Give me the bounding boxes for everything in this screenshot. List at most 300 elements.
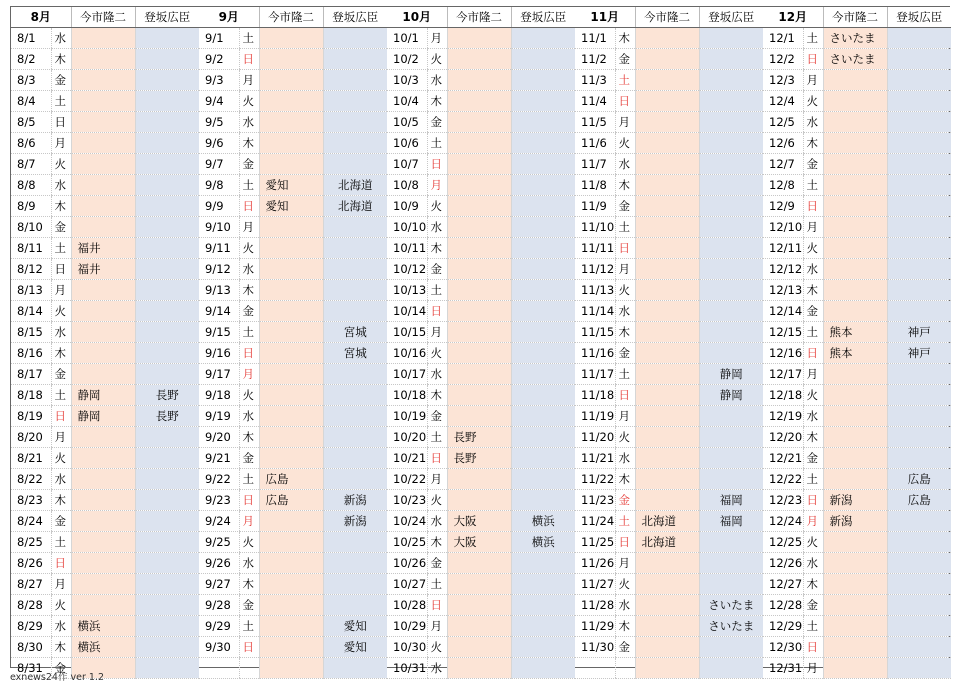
day-row (11, 364, 199, 385)
person1-venue-cell (635, 469, 699, 490)
date-cell: 10/22 (387, 469, 427, 490)
day-row (199, 133, 387, 154)
weekday-cell: 木 (51, 343, 71, 364)
person1-venue-cell (823, 448, 887, 469)
day-row (387, 490, 575, 511)
schedule-grid (10, 6, 950, 676)
person2-venue-cell (699, 259, 763, 280)
day-row (11, 574, 199, 595)
day-row (387, 91, 575, 112)
person1-venue-cell (447, 28, 511, 49)
weekday-cell: 金 (615, 49, 635, 70)
person1-venue-cell (823, 154, 887, 175)
day-row (575, 133, 763, 154)
person1-venue-cell (259, 154, 323, 175)
day-row (11, 259, 199, 280)
weekday-cell: 土 (803, 322, 823, 343)
person1-venue-cell (823, 259, 887, 280)
day-row (387, 616, 575, 637)
date-cell: 12/17 (763, 364, 803, 385)
day-row (199, 658, 387, 679)
weekday-cell: 水 (427, 70, 447, 91)
person1-venue-cell (447, 112, 511, 133)
person2-venue-cell (699, 175, 763, 196)
person2-venue-cell (323, 574, 387, 595)
weekday-cell: 金 (803, 154, 823, 175)
person1-venue-cell (823, 427, 887, 448)
person2-venue-cell: 広島 (887, 490, 951, 511)
person1-venue-cell (447, 364, 511, 385)
weekday-cell: 土 (803, 175, 823, 196)
weekday-cell: 月 (803, 217, 823, 238)
date-cell: 10/30 (387, 637, 427, 658)
weekday-cell: 土 (803, 28, 823, 49)
person2-venue-cell (887, 427, 951, 448)
weekday-cell: 木 (51, 490, 71, 511)
date-cell: 8/3 (11, 70, 51, 91)
date-cell: 8/4 (11, 91, 51, 112)
weekday-cell: 火 (427, 490, 447, 511)
date-cell: 8/16 (11, 343, 51, 364)
person2-venue-cell: 新潟 (323, 511, 387, 532)
day-row (763, 154, 951, 175)
column-header-person1: 今市隆二 (71, 7, 135, 28)
weekday-cell: 火 (615, 280, 635, 301)
date-cell: 12/10 (763, 217, 803, 238)
person2-venue-cell (699, 448, 763, 469)
person2-venue-cell (699, 196, 763, 217)
day-row (199, 259, 387, 280)
person1-venue-cell: 福井 (71, 238, 135, 259)
weekday-cell: 木 (427, 91, 447, 112)
person1-venue-cell (71, 154, 135, 175)
person1-venue-cell (71, 490, 135, 511)
person1-venue-cell (447, 238, 511, 259)
person2-venue-cell (511, 217, 575, 238)
day-row (11, 469, 199, 490)
date-cell: 8/6 (11, 133, 51, 154)
weekday-cell: 木 (615, 616, 635, 637)
date-cell: 9/29 (199, 616, 239, 637)
date-cell: 8/14 (11, 301, 51, 322)
person2-venue-cell (135, 637, 199, 658)
date-cell: 12/16 (763, 343, 803, 364)
person1-venue-cell (823, 469, 887, 490)
weekday-cell: 水 (427, 658, 447, 679)
weekday-cell: 日 (239, 490, 259, 511)
weekday-cell: 火 (615, 427, 635, 448)
weekday-cell: 土 (239, 28, 259, 49)
date-cell: 11/7 (575, 154, 615, 175)
person2-venue-cell (135, 595, 199, 616)
person2-venue-cell (699, 532, 763, 553)
month-table (199, 7, 387, 679)
date-cell: 11/29 (575, 616, 615, 637)
day-row (763, 469, 951, 490)
person1-venue-cell (823, 616, 887, 637)
person1-venue-cell (635, 259, 699, 280)
person2-venue-cell (887, 301, 951, 322)
weekday-cell: 日 (427, 448, 447, 469)
person1-venue-cell (71, 511, 135, 532)
date-cell: 9/9 (199, 196, 239, 217)
person1-venue-cell: 長野 (447, 427, 511, 448)
day-row (763, 595, 951, 616)
person2-venue-cell (511, 301, 575, 322)
weekday-cell: 日 (51, 112, 71, 133)
day-row (763, 91, 951, 112)
person1-venue-cell: さいたま (823, 28, 887, 49)
month-column (199, 7, 387, 667)
day-row (199, 322, 387, 343)
month-header: 10月 (387, 7, 447, 28)
person2-venue-cell (699, 280, 763, 301)
person2-venue-cell (323, 469, 387, 490)
person1-venue-cell (259, 301, 323, 322)
date-cell: 9/8 (199, 175, 239, 196)
person2-venue-cell: 愛知 (323, 637, 387, 658)
person1-venue-cell (635, 112, 699, 133)
person1-venue-cell (71, 91, 135, 112)
person2-venue-cell (511, 238, 575, 259)
weekday-cell: 月 (51, 427, 71, 448)
weekday-cell: 水 (615, 154, 635, 175)
date-cell (575, 658, 615, 679)
person1-venue-cell (259, 259, 323, 280)
person1-venue-cell: 広島 (259, 469, 323, 490)
weekday-cell: 土 (239, 322, 259, 343)
person1-venue-cell (259, 658, 323, 679)
weekday-cell: 水 (803, 553, 823, 574)
date-cell: 12/19 (763, 406, 803, 427)
weekday-cell: 火 (51, 595, 71, 616)
weekday-cell: 水 (239, 406, 259, 427)
person2-venue-cell (323, 70, 387, 91)
day-row (575, 616, 763, 637)
column-header-person1: 今市隆二 (635, 7, 699, 28)
person1-venue-cell (823, 238, 887, 259)
person2-venue-cell: 広島 (887, 469, 951, 490)
day-row (199, 595, 387, 616)
date-cell: 12/11 (763, 238, 803, 259)
person1-venue-cell (635, 595, 699, 616)
person2-venue-cell (323, 427, 387, 448)
person1-venue-cell: 長野 (447, 448, 511, 469)
day-row (763, 133, 951, 154)
person1-venue-cell (259, 217, 323, 238)
day-row (763, 343, 951, 364)
person1-venue-cell (823, 385, 887, 406)
person2-venue-cell (511, 490, 575, 511)
month-header: 9月 (199, 7, 259, 28)
day-row (763, 448, 951, 469)
person1-venue-cell (635, 217, 699, 238)
date-cell: 8/10 (11, 217, 51, 238)
person2-venue-cell (135, 532, 199, 553)
person1-venue-cell (71, 469, 135, 490)
date-cell: 11/22 (575, 469, 615, 490)
weekday-cell: 火 (239, 532, 259, 553)
person2-venue-cell (511, 595, 575, 616)
person1-venue-cell (259, 343, 323, 364)
person1-venue-cell (447, 133, 511, 154)
person1-venue-cell (71, 427, 135, 448)
weekday-cell: 火 (803, 238, 823, 259)
person1-venue-cell (259, 280, 323, 301)
day-row (199, 70, 387, 91)
person2-venue-cell (511, 469, 575, 490)
person1-venue-cell (635, 385, 699, 406)
date-cell: 10/29 (387, 616, 427, 637)
person2-venue-cell (511, 343, 575, 364)
date-cell: 11/14 (575, 301, 615, 322)
weekday-cell: 日 (615, 238, 635, 259)
weekday-cell: 日 (803, 343, 823, 364)
person1-venue-cell (823, 112, 887, 133)
person2-venue-cell (699, 238, 763, 259)
person1-venue-cell (447, 91, 511, 112)
weekday-cell: 日 (427, 301, 447, 322)
weekday-cell: 金 (51, 511, 71, 532)
date-cell: 10/13 (387, 280, 427, 301)
day-row (11, 511, 199, 532)
person1-venue-cell (823, 637, 887, 658)
day-row (11, 91, 199, 112)
day-row (199, 91, 387, 112)
day-row (575, 490, 763, 511)
date-cell: 11/30 (575, 637, 615, 658)
person1-venue-cell (447, 553, 511, 574)
person1-venue-cell (259, 49, 323, 70)
day-row (11, 154, 199, 175)
person1-venue-cell (823, 301, 887, 322)
date-cell: 11/4 (575, 91, 615, 112)
person1-venue-cell (447, 658, 511, 679)
person2-venue-cell (511, 637, 575, 658)
person2-venue-cell (511, 364, 575, 385)
person1-venue-cell (71, 196, 135, 217)
date-cell: 9/24 (199, 511, 239, 532)
weekday-cell: 木 (803, 133, 823, 154)
date-cell: 8/23 (11, 490, 51, 511)
person1-venue-cell (71, 532, 135, 553)
person1-venue-cell (71, 217, 135, 238)
person2-venue-cell: 長野 (135, 406, 199, 427)
day-row (199, 553, 387, 574)
day-row (387, 469, 575, 490)
weekday-cell: 火 (803, 91, 823, 112)
date-cell: 9/10 (199, 217, 239, 238)
weekday-cell: 月 (51, 133, 71, 154)
day-row (763, 574, 951, 595)
date-cell: 9/27 (199, 574, 239, 595)
date-cell: 8/28 (11, 595, 51, 616)
weekday-cell: 木 (427, 238, 447, 259)
day-row (763, 196, 951, 217)
person2-venue-cell: 福岡 (699, 490, 763, 511)
person2-venue-cell (699, 49, 763, 70)
weekday-cell: 木 (51, 196, 71, 217)
day-row (763, 553, 951, 574)
person1-venue-cell (635, 427, 699, 448)
date-cell: 12/3 (763, 70, 803, 91)
person1-venue-cell (823, 658, 887, 679)
column-header-person1: 今市隆二 (823, 7, 887, 28)
person2-venue-cell (511, 133, 575, 154)
date-cell: 11/1 (575, 28, 615, 49)
day-row (387, 196, 575, 217)
date-cell: 11/23 (575, 490, 615, 511)
person2-venue-cell: 宮城 (323, 343, 387, 364)
person1-venue-cell (447, 343, 511, 364)
person2-venue-cell (511, 28, 575, 49)
weekday-cell: 土 (615, 217, 635, 238)
person1-venue-cell (635, 238, 699, 259)
person1-venue-cell (71, 70, 135, 91)
date-cell: 9/15 (199, 322, 239, 343)
person2-venue-cell (323, 259, 387, 280)
day-row (199, 616, 387, 637)
date-cell: 11/8 (575, 175, 615, 196)
date-cell: 11/21 (575, 448, 615, 469)
date-cell: 8/26 (11, 553, 51, 574)
person2-venue-cell (135, 322, 199, 343)
date-cell: 12/22 (763, 469, 803, 490)
date-cell: 12/7 (763, 154, 803, 175)
person1-venue-cell (259, 406, 323, 427)
person1-venue-cell (259, 112, 323, 133)
weekday-cell: 金 (239, 154, 259, 175)
person2-venue-cell (699, 637, 763, 658)
month-table (575, 7, 763, 679)
person2-venue-cell (699, 427, 763, 448)
day-row (387, 280, 575, 301)
person1-venue-cell: 新潟 (823, 511, 887, 532)
date-cell: 8/5 (11, 112, 51, 133)
day-row (763, 49, 951, 70)
date-cell: 8/12 (11, 259, 51, 280)
date-cell: 10/7 (387, 154, 427, 175)
day-row (387, 637, 575, 658)
person2-venue-cell (887, 574, 951, 595)
date-cell: 12/13 (763, 280, 803, 301)
person1-venue-cell (823, 532, 887, 553)
date-cell: 8/17 (11, 364, 51, 385)
day-row (763, 406, 951, 427)
day-row (575, 427, 763, 448)
person2-venue-cell (135, 616, 199, 637)
weekday-cell: 木 (615, 322, 635, 343)
weekday-cell: 木 (239, 427, 259, 448)
date-cell: 8/22 (11, 469, 51, 490)
month-column (575, 7, 763, 667)
person1-venue-cell: 横浜 (71, 637, 135, 658)
day-row (763, 364, 951, 385)
person2-venue-cell (135, 175, 199, 196)
person1-venue-cell (635, 301, 699, 322)
person2-venue-cell (511, 259, 575, 280)
date-cell: 8/11 (11, 238, 51, 259)
person2-venue-cell (699, 322, 763, 343)
person1-venue-cell (635, 490, 699, 511)
person2-venue-cell (887, 595, 951, 616)
day-row (199, 175, 387, 196)
day-row (11, 49, 199, 70)
date-cell: 8/18 (11, 385, 51, 406)
day-row (11, 385, 199, 406)
person2-venue-cell (511, 658, 575, 679)
date-cell: 9/30 (199, 637, 239, 658)
weekday-cell: 木 (803, 574, 823, 595)
weekday-cell: 月 (615, 553, 635, 574)
weekday-cell: 土 (803, 469, 823, 490)
person1-venue-cell (71, 322, 135, 343)
person2-venue-cell (323, 49, 387, 70)
date-cell: 8/21 (11, 448, 51, 469)
person2-venue-cell (323, 532, 387, 553)
person2-venue-cell (323, 553, 387, 574)
date-cell: 8/31 (11, 658, 51, 679)
person2-venue-cell (511, 574, 575, 595)
person2-venue-cell (135, 217, 199, 238)
date-cell: 10/17 (387, 364, 427, 385)
person2-venue-cell (135, 427, 199, 448)
person1-venue-cell (635, 196, 699, 217)
weekday-cell: 日 (615, 91, 635, 112)
weekday-cell (615, 658, 635, 679)
person2-venue-cell (511, 91, 575, 112)
person1-venue-cell: 北海道 (635, 532, 699, 553)
day-row (199, 469, 387, 490)
weekday-cell: 水 (427, 511, 447, 532)
day-row (387, 385, 575, 406)
day-row (763, 616, 951, 637)
person1-venue-cell: 静岡 (71, 406, 135, 427)
weekday-cell: 水 (239, 259, 259, 280)
day-row (387, 658, 575, 679)
date-cell: 10/26 (387, 553, 427, 574)
person1-venue-cell: 北海道 (635, 511, 699, 532)
person2-venue-cell: さいたま (699, 595, 763, 616)
person2-venue-cell (699, 658, 763, 679)
person1-venue-cell (635, 658, 699, 679)
day-row (11, 427, 199, 448)
weekday-cell: 土 (51, 385, 71, 406)
person1-venue-cell (823, 175, 887, 196)
person2-venue-cell (511, 406, 575, 427)
person2-venue-cell: さいたま (699, 616, 763, 637)
person1-venue-cell: 広島 (259, 490, 323, 511)
date-cell: 9/23 (199, 490, 239, 511)
date-cell: 12/28 (763, 595, 803, 616)
month-header: 11月 (575, 7, 635, 28)
weekday-cell: 木 (51, 637, 71, 658)
person2-venue-cell (511, 427, 575, 448)
person2-venue-cell (887, 637, 951, 658)
person2-venue-cell (323, 280, 387, 301)
person1-venue-cell (447, 595, 511, 616)
date-cell: 10/3 (387, 70, 427, 91)
person1-venue-cell (447, 217, 511, 238)
person2-venue-cell (135, 70, 199, 91)
weekday-cell: 金 (803, 448, 823, 469)
weekday-cell: 月 (51, 280, 71, 301)
date-cell: 12/1 (763, 28, 803, 49)
person1-venue-cell (71, 364, 135, 385)
weekday-cell: 火 (427, 49, 447, 70)
day-row (763, 259, 951, 280)
day-row (11, 343, 199, 364)
